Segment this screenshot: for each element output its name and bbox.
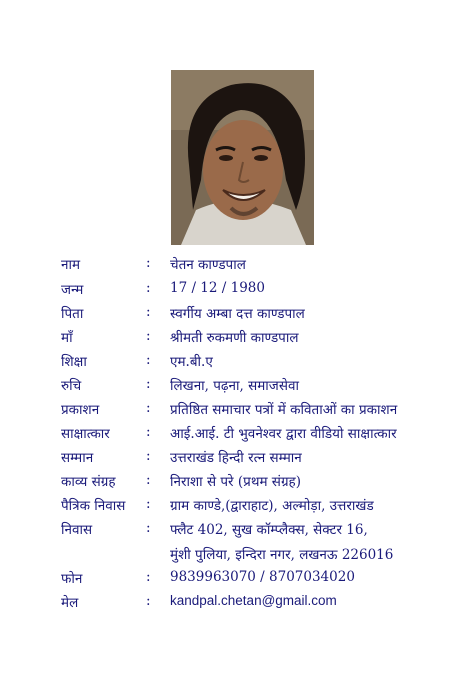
value-poetry-collection: निराशा से परे (प्रथम संग्रह)	[170, 474, 301, 490]
separator-colon: :	[146, 569, 151, 585]
value-birth: 17 / 12 / 1980	[170, 280, 265, 296]
row-mother	[0, 328, 460, 352]
label-father: पिता	[61, 306, 84, 322]
row-ancestral-home	[0, 496, 460, 520]
label-interests: रुचि	[61, 378, 82, 394]
separator-colon: :	[146, 400, 151, 416]
value-mother: श्रीमती रुकमणी काण्डपाल	[170, 330, 299, 346]
separator-colon: :	[146, 593, 151, 609]
row-phone	[0, 569, 460, 593]
row-father	[0, 304, 460, 328]
value-interview: आई.आई. टी भुवनेश्वर द्वारा वीडियो साक्षात्कार	[170, 426, 397, 442]
separator-colon: :	[146, 424, 151, 440]
label-ancestral-home: पैत्रिक निवास	[61, 498, 126, 514]
label-poetry-collection: काव्य संग्रह	[61, 474, 116, 490]
separator-colon: :	[146, 376, 151, 392]
row-name	[0, 255, 460, 279]
separator-colon: :	[146, 352, 151, 368]
row-poetry-collection	[0, 472, 460, 496]
row-email	[0, 593, 460, 617]
separator-colon: :	[146, 496, 151, 512]
separator-colon: :	[146, 448, 151, 464]
value-residence-line1: फ्लैट 402, सुख कॉम्प्लैक्स, सेक्टर 16,	[170, 522, 368, 538]
row-residence-continued	[0, 545, 460, 569]
value-ancestral-home: ग्राम काण्डे,(द्वाराहाट), अल्मोड़ा, उत्तराखंड	[170, 498, 374, 514]
value-publication: प्रतिष्ठित समाचार पत्रों में कविताओं का प्रकाशन	[170, 402, 398, 418]
label-interview: साक्षात्कार	[61, 426, 110, 442]
row-interview	[0, 424, 460, 448]
row-publication	[0, 400, 460, 424]
value-honor: उत्तराखंड हिन्दी रत्न सम्मान	[170, 450, 302, 466]
value-email: kandpal.chetan@gmail.com	[170, 593, 337, 608]
row-education	[0, 352, 460, 376]
value-interests: लिखना, पढ़ना, समाजसेवा	[170, 378, 299, 394]
separator-colon: :	[146, 304, 151, 320]
value-residence-line2: मुंशी पुलिया, इन्दिरा नगर, लखनऊ 226016	[170, 547, 394, 563]
value-father: स्वर्गीय अम्बा दत्त काण्डपाल	[170, 306, 305, 322]
label-mother: माँ	[61, 330, 73, 346]
separator-colon: :	[146, 255, 151, 271]
label-email: मेल	[61, 595, 79, 611]
row-interests	[0, 376, 460, 400]
value-phone: 9839963070 / 8707034020	[170, 569, 355, 585]
label-honor: सम्मान	[61, 450, 94, 466]
label-education: शिक्षा	[61, 354, 87, 370]
separator-colon: :	[146, 280, 151, 296]
label-name: नाम	[61, 257, 81, 273]
row-birth	[0, 280, 460, 304]
value-name: चेतन काण्डपाल	[170, 257, 246, 273]
label-phone: फोन	[61, 571, 83, 587]
label-residence: निवास	[61, 522, 93, 538]
label-publication: प्रकाशन	[61, 402, 100, 418]
label-birth: जन्म	[61, 282, 84, 298]
row-residence	[0, 520, 460, 544]
separator-colon: :	[146, 520, 151, 536]
row-honor	[0, 448, 460, 472]
separator-colon: :	[146, 472, 151, 488]
value-education: एम.बी.ए	[170, 354, 213, 370]
separator-colon: :	[146, 328, 151, 344]
